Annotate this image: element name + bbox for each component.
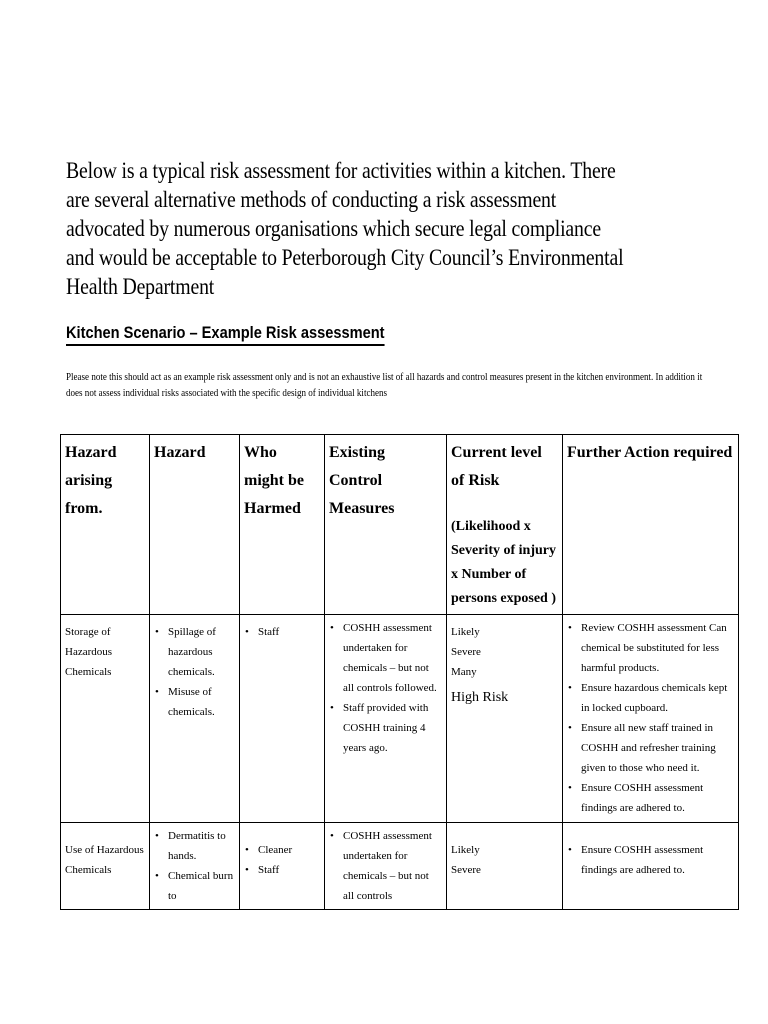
list-item: • Cleaner xyxy=(244,840,320,860)
risk-persons: Many xyxy=(451,666,477,678)
intro-paragraph: Below is a typical risk assessment for activities within a kitchen. There are several alternative methods of conducting a risk assessment advocated by numerous organisations which secure legal compliance and would be acceptable to Peterborough City Council’s Environmental Health Department xyxy=(66,158,624,299)
risk-severity: Severe xyxy=(451,646,481,658)
list-item: • Misuse of chemicals. xyxy=(154,682,235,722)
header-risk xyxy=(447,435,563,615)
list-item: • Ensure all new staff trained in COSHH and refresher training given to those who need it. xyxy=(567,718,734,778)
table-header-row xyxy=(61,435,739,615)
cell-source: Storage of Hazardous Chemicals xyxy=(61,615,150,823)
cell-source: Use of Hazardous Chemicals xyxy=(61,823,150,910)
cell-who xyxy=(240,615,325,823)
header-hazard: Hazard xyxy=(150,435,240,615)
cell-actions xyxy=(563,823,739,910)
list-item: • Staff provided with COSHH training 4 years ago. xyxy=(329,698,442,758)
cell-hazards xyxy=(150,823,240,910)
list-item: • COSHH assessment undertaken for chemicals – but not all controls xyxy=(329,826,442,906)
table-row xyxy=(61,615,739,823)
header-action: Further Action required xyxy=(563,435,739,615)
cell-who xyxy=(240,823,325,910)
cell-controls xyxy=(325,615,447,823)
list-item: • Ensure COSHH assessment findings are adhered to. xyxy=(567,840,734,880)
table-row xyxy=(61,823,739,910)
header-hazard-from: Hazard arising from. xyxy=(61,435,150,615)
cell-hazards xyxy=(150,615,240,823)
risk-assessment-table xyxy=(60,434,739,910)
risk-level: High Risk xyxy=(451,690,509,705)
risk-severity: Severe xyxy=(451,864,481,876)
cell-controls xyxy=(325,823,447,910)
list-item: • Ensure hazardous chemicals kept in locked cupboard. xyxy=(567,678,734,718)
list-item: • COSHH assessment undertaken for chemicals – but not all controls followed. xyxy=(329,618,442,698)
section-heading: Kitchen Scenario – Example Risk assessment xyxy=(66,323,385,342)
cell-risk xyxy=(447,823,563,910)
list-item: • Staff xyxy=(244,860,320,880)
header-controls: Existing Control Measures xyxy=(325,435,447,615)
list-item: • Spillage of hazardous chemicals. xyxy=(154,622,235,682)
risk-likelihood: Likely xyxy=(451,626,480,638)
cell-actions xyxy=(563,615,739,823)
list-item: • Review COSHH assessment Can chemical be substituted for less harmful products. xyxy=(567,618,734,678)
list-item: • Ensure COSHH assessment findings are adhered to. xyxy=(567,778,734,818)
list-item: • Staff xyxy=(244,622,320,642)
risk-likelihood: Likely xyxy=(451,844,480,856)
cell-risk xyxy=(447,615,563,823)
list-item: • Chemical burn to xyxy=(154,866,235,906)
disclaimer-note: Please note this should act as an example risk assessment only and is not an exhaustive list of all hazards and control measures present in the kitchen environment. In addition it does not assess individual risks associated with the specific design of individual kitchens xyxy=(66,372,703,399)
list-item: • Dermatitis to hands. xyxy=(154,826,235,866)
header-risk-formula: (Likelihood x Severity of injury x Number of persons exposed ) xyxy=(451,519,557,606)
header-risk-label: Current level of Risk xyxy=(451,444,542,489)
header-who: Who might be Harmed xyxy=(240,435,325,615)
